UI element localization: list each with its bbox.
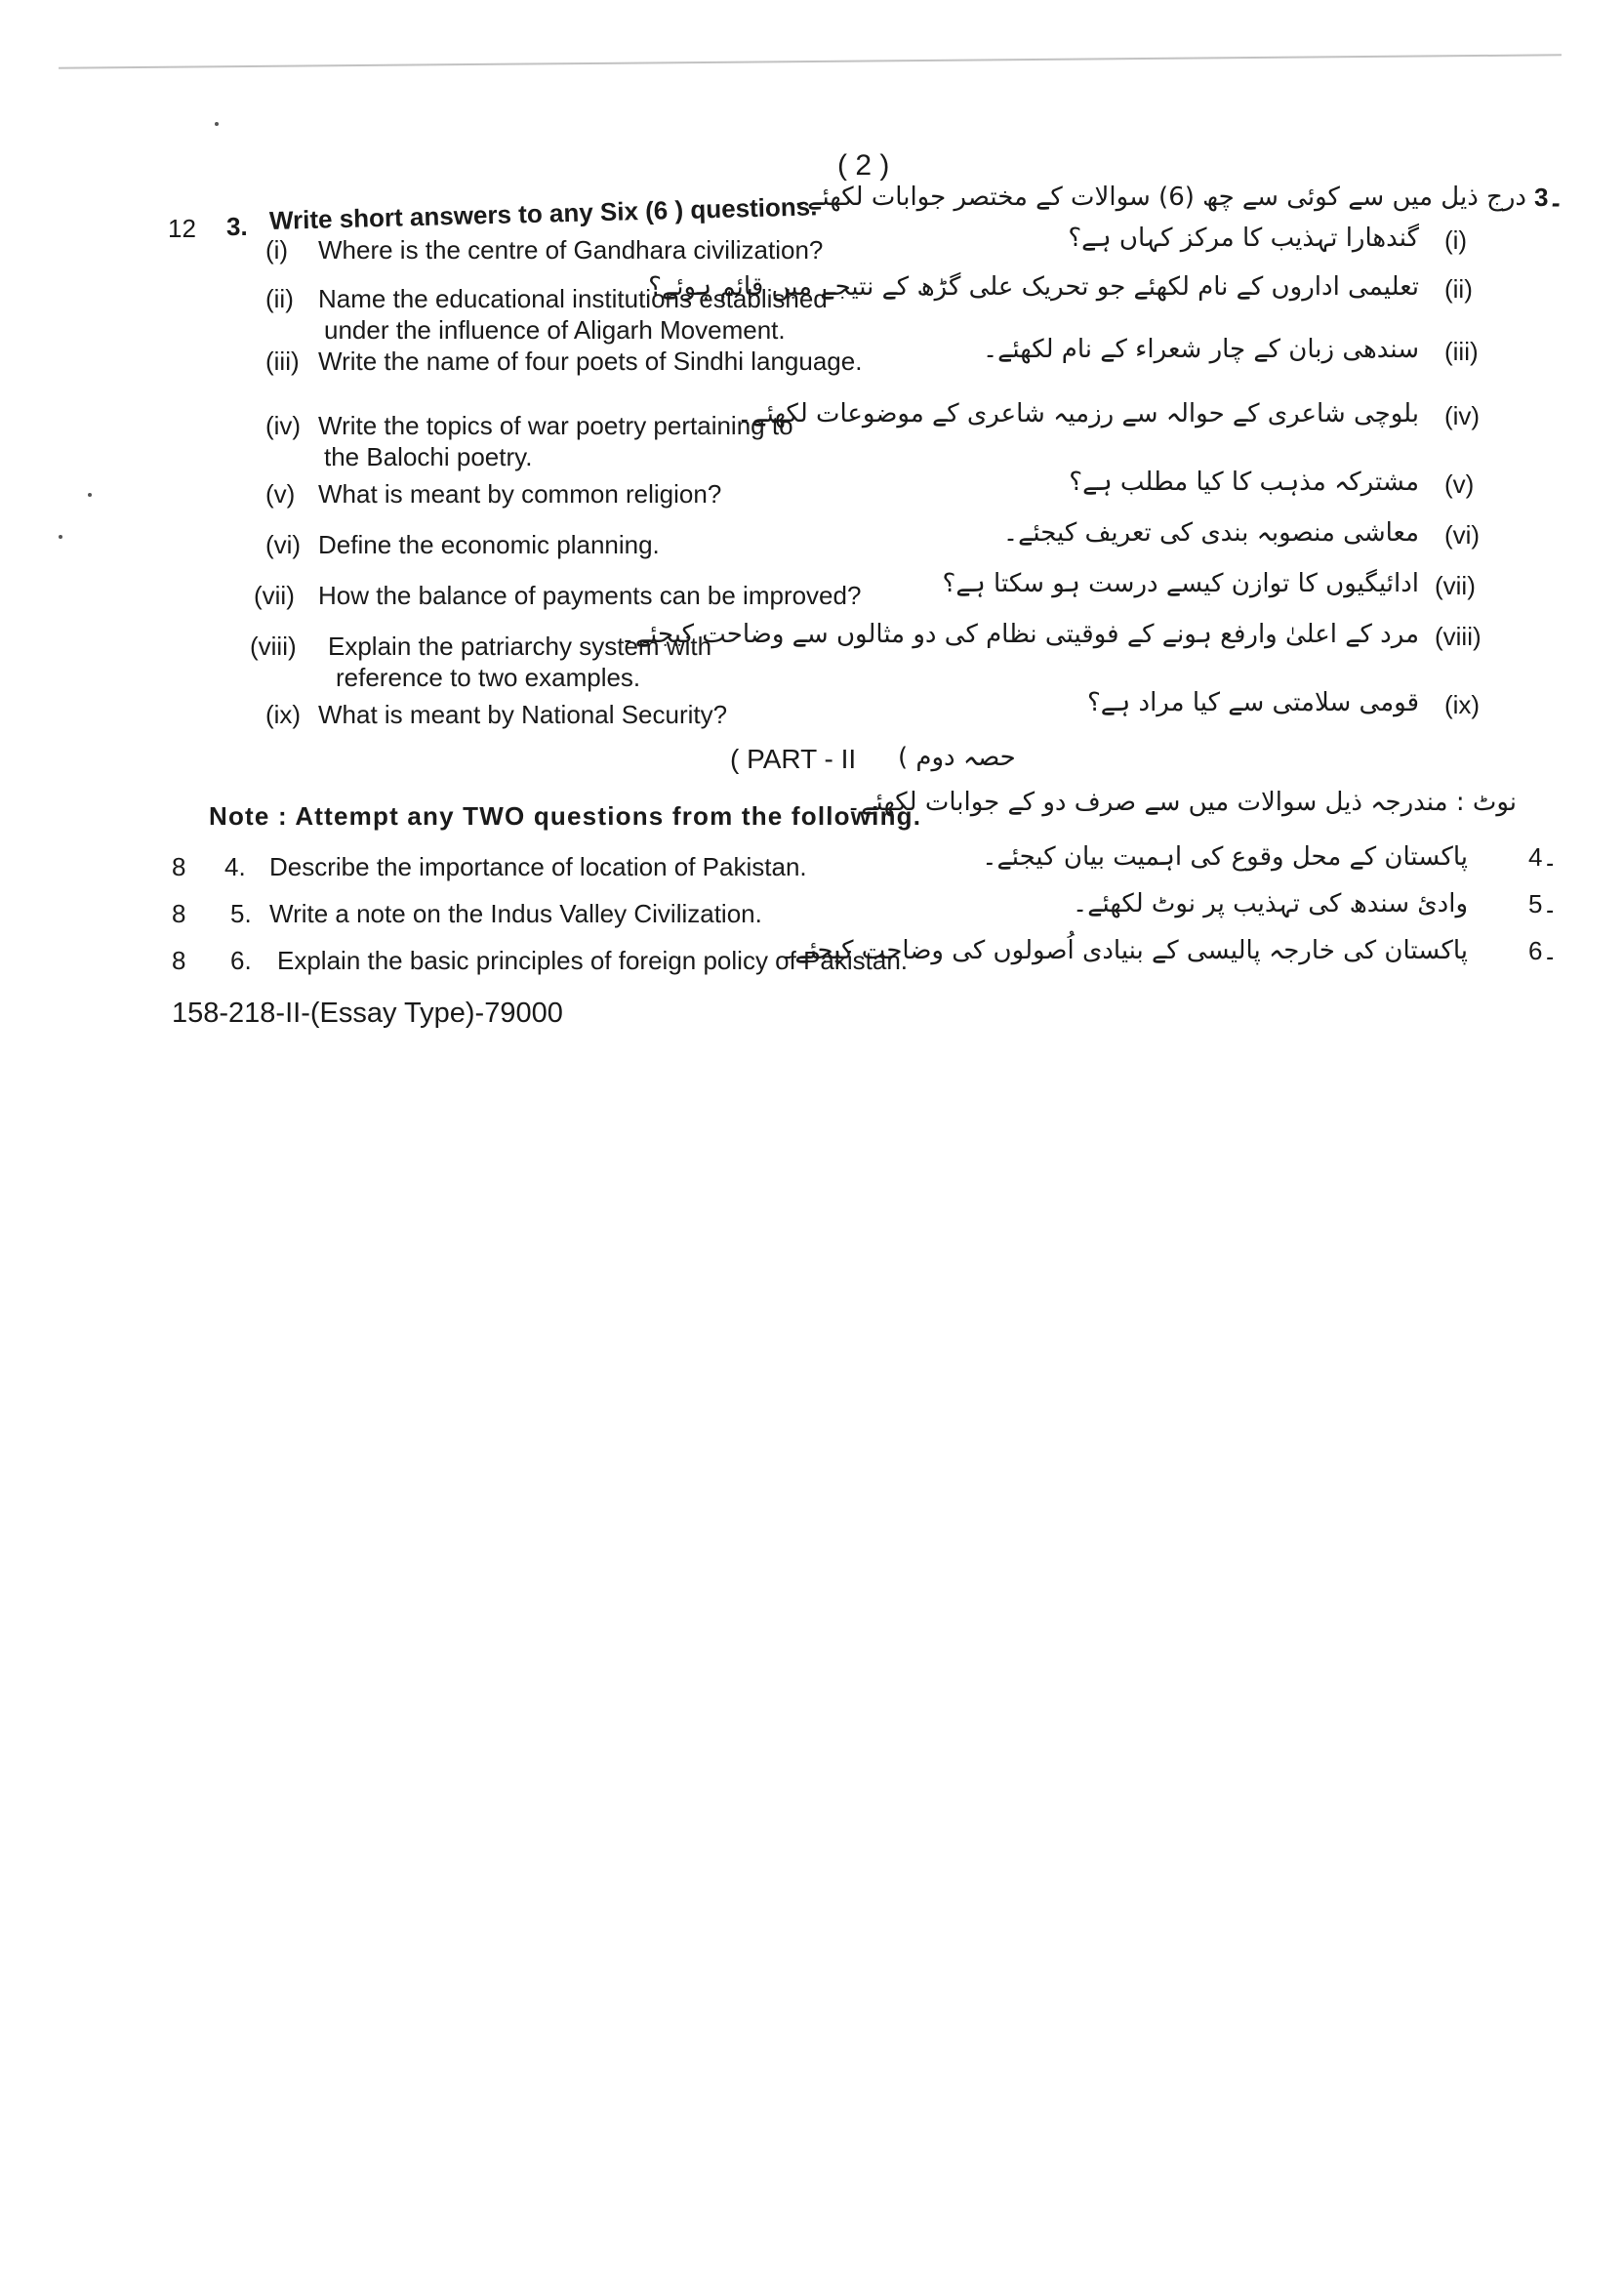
q3-item-text-ur: بلوچی شاعری کے حوالہ سے رزمیہ شاعری کے موضوعات لکھئے۔ — [737, 399, 1419, 428]
question-number-ur: 4۔ — [1528, 842, 1558, 872]
q3-item-number-ur: (vi) — [1444, 520, 1481, 550]
part2-heading: ( PART - II — [730, 744, 857, 774]
q3-urdu-number: 3۔ — [1534, 183, 1563, 212]
question-number: 5. — [230, 899, 252, 928]
q3-item-text-en: What is meant by common religion? — [318, 479, 722, 509]
question-number: 6. — [230, 946, 252, 975]
part2-heading-ur: حصہ دوم ) — [898, 743, 1016, 772]
question-marks: 8 — [172, 899, 186, 928]
q3-item-text-en: Define the economic planning. — [318, 530, 660, 559]
question-number: 4. — [224, 852, 246, 881]
page-number: ( 2 ) — [837, 149, 890, 182]
q3-item-number: (iii) — [265, 347, 300, 376]
q3-item-text-en: How the balance of payments can be improved? — [318, 581, 862, 610]
q3-item-text-ur: مشترکہ مذہب کا کیا مطلب ہے؟ — [1069, 468, 1419, 497]
part2-note-en: Note : Attempt any TWO questions from the following. — [209, 801, 922, 831]
q3-item-text-en-continued: the Balochi poetry. — [324, 442, 533, 471]
question-text-ur: پاکستان کی خارجہ پالیسی کے بنیادی اُصولوں کی وضاحت کیجئے۔ — [780, 936, 1468, 965]
q3-item-text-en: Name the educational institutions established — [318, 284, 828, 313]
question-text-en: Describe the importance of location of Pakistan. — [269, 852, 807, 881]
q3-item-text-ur: تعلیمی اداروں کے نام لکھئے جو تحریک علی گڑھ کے نتیجے میں قائم ہوئے؟ — [648, 272, 1419, 302]
q3-item-number-ur: (ix) — [1444, 690, 1481, 719]
q3-item-text-en: Where is the centre of Gandhara civilization? — [318, 235, 824, 265]
q3-item-number-ur: (vii) — [1435, 571, 1476, 600]
q3-item-number-ur: (v) — [1444, 469, 1475, 499]
q3-item-text-ur: گندھارا تہذیب کا مرکز کہاں ہے؟ — [1068, 224, 1419, 253]
question-number-ur: 5۔ — [1528, 889, 1558, 918]
question-number-ur: 6۔ — [1528, 936, 1558, 965]
question-text-en: Explain the basic principles of foreign policy of Pakistan. — [277, 946, 909, 975]
q3-item-number: (ii) — [265, 284, 294, 313]
part2-note-ur: نوٹ : مندرجہ ذیل سوالات میں سے صرف دو کے جوابات لکھئے۔ — [846, 788, 1517, 817]
q3-item-number-ur: (iii) — [1444, 337, 1479, 366]
q3-item-number: (i) — [265, 235, 289, 265]
scan-speck — [215, 122, 219, 126]
q3-item-number: (viii) — [250, 632, 297, 661]
q3-item-number-ur: (iv) — [1444, 401, 1481, 430]
q3-number: 3. — [226, 212, 248, 241]
scan-line-top — [59, 54, 1562, 68]
q3-item-text-ur: مرد کے اعلیٰ وارفع ہونے کے فوقیتی نظام کی دو مثالوں سے وضاحت کیجئے۔ — [620, 620, 1419, 649]
q3-item-number: (vi) — [265, 530, 302, 559]
question-marks: 8 — [172, 852, 186, 881]
scan-speck — [59, 535, 62, 539]
question-text-ur: وادئ سندھ کی تہذیب پر نوٹ لکھئے۔ — [1073, 889, 1468, 918]
q3-heading-ur: درج ذیل میں سے کوئی سے چھ (6) سوالات کے مختصر جوابات لکھئے۔ — [792, 183, 1526, 212]
q3-item-text-ur: معاشی منصوبہ بندی کی تعریف کیجئے۔ — [1002, 518, 1419, 548]
q3-item-number: (iv) — [265, 411, 302, 440]
scan-speck — [88, 493, 92, 497]
q3-item-number: (vii) — [254, 581, 295, 610]
question-marks: 8 — [172, 946, 186, 975]
q3-marks: 12 — [168, 214, 196, 243]
q3-item-text-en-continued: reference to two examples. — [336, 663, 641, 692]
q3-item-text-en: Write the topics of war poetry pertaining to — [318, 411, 793, 440]
q3-item-number: (v) — [265, 479, 296, 509]
q3-item-number-ur: (ii) — [1444, 274, 1473, 304]
question-text-ur: پاکستان کے محل وقوع کی اہمیت بیان کیجئے۔ — [982, 842, 1468, 872]
q3-heading-en: Write short answers to any Six (6 ) questions. — [268, 191, 818, 235]
q3-item-number-ur: (viii) — [1435, 622, 1482, 651]
q3-item-text-en: Explain the patriarchy system with — [328, 632, 712, 661]
q3-item-text-ur: سندھی زبان کے چار شعراء کے نام لکھئے۔ — [982, 335, 1419, 364]
q3-item-text-ur: ادائیگیوں کا توازن کیسے درست ہو سکتا ہے؟ — [942, 569, 1419, 598]
q3-item-text-ur: قومی سلامتی سے کیا مراد ہے؟ — [1086, 688, 1419, 717]
paper-code-footer: 158-218-II-(Essay Type)-79000 — [172, 998, 563, 1029]
q3-item-number-ur: (i) — [1444, 225, 1468, 255]
q3-item-text-en: What is meant by National Security? — [318, 700, 728, 729]
q3-item-text-en: Write the name of four poets of Sindhi language. — [318, 347, 863, 376]
q3-item-number: (ix) — [265, 700, 302, 729]
question-text-en: Write a note on the Indus Valley Civilization. — [269, 899, 762, 928]
q3-item-text-en-continued: under the influence of Aligarh Movement. — [324, 315, 786, 345]
